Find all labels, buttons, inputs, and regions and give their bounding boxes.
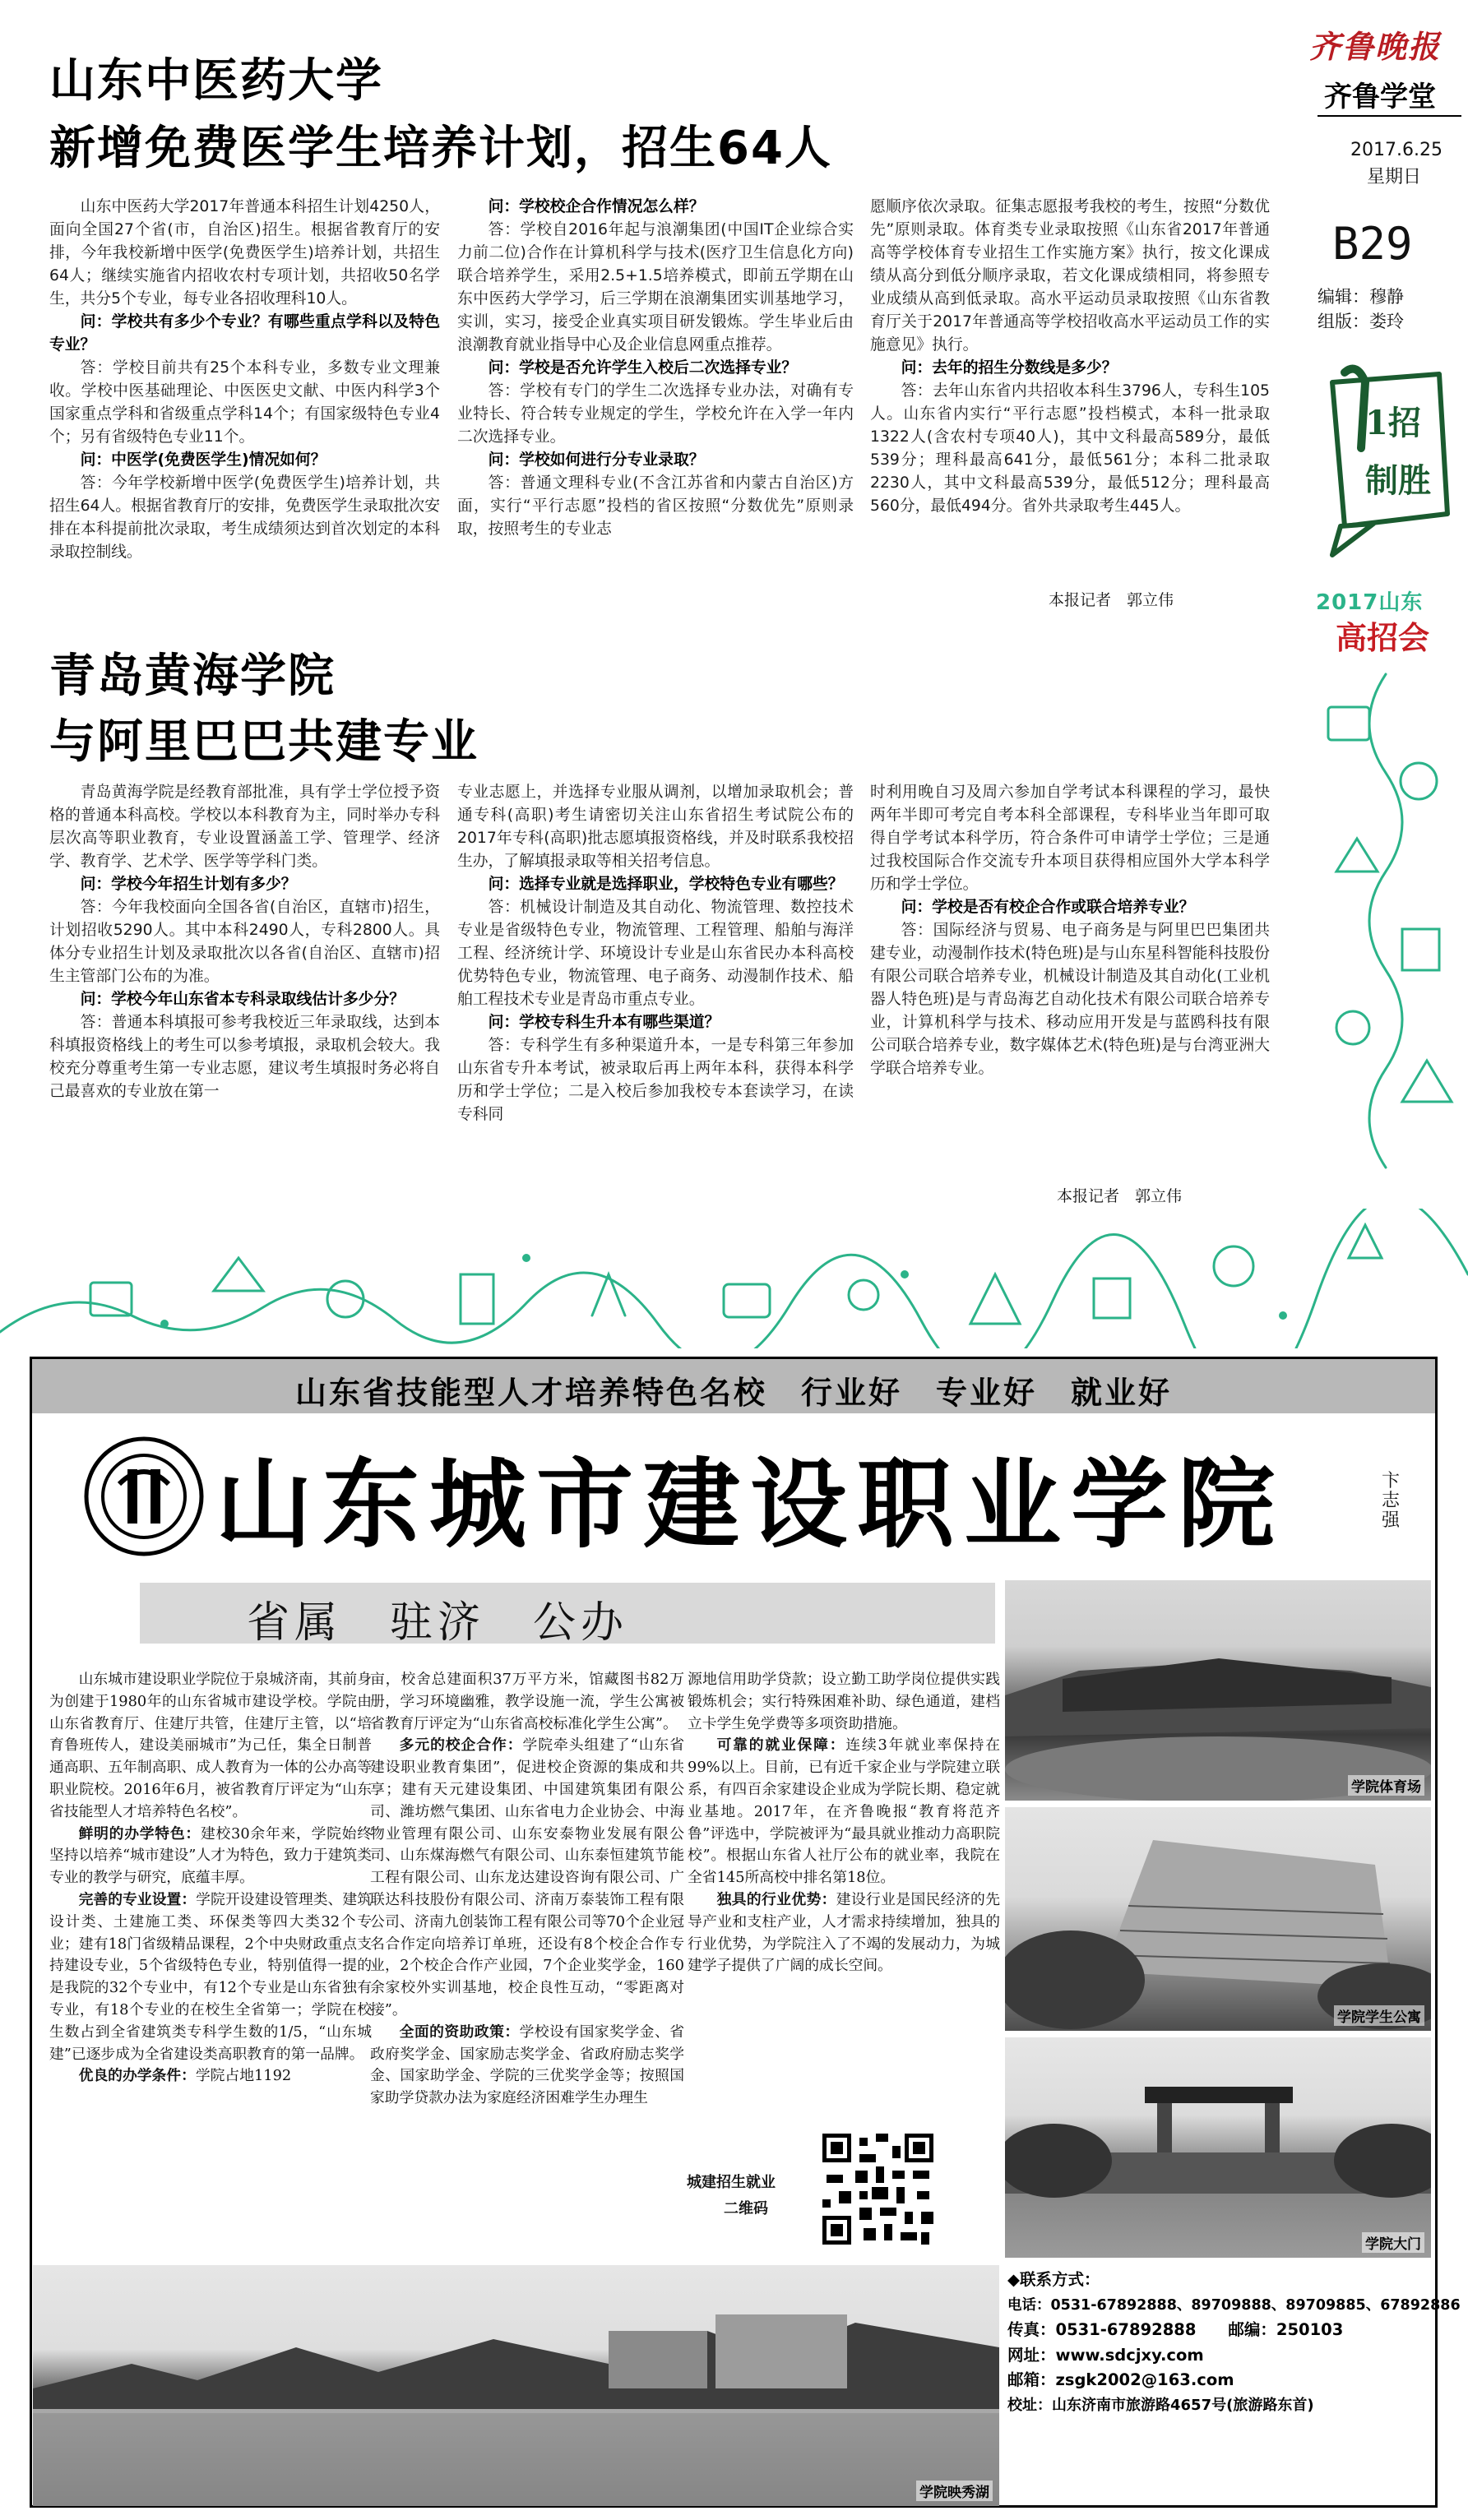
article2-title-line2: 与阿里巴巴共建专业 [49, 715, 479, 769]
ad-col2 [370, 1669, 684, 2110]
paragraph-text: 学院占地1192 [195, 2067, 292, 2085]
paragraph: 答：学校自2016年起与浪潮集团(中国IT企业综合实力前二位)合作在计算机科学与技术(医疗卫生信息化方向)联合培养学生，采用2.5+1.5培养模式，即前五学期在山东中医药大学学习，后三学期在浪潮集团实训基地学习，实训，实习，接受企业真实项目研发锻炼。学生毕业后由浪潮教育就业指导中心及企业信息网重点推荐。 [457, 221, 854, 354]
question: 问：中医学(免费医学生)情况如何？ [80, 451, 326, 469]
section-name: 齐鲁学堂 [1324, 81, 1436, 113]
paragraph-lead: 独具的行业优势： [716, 1890, 836, 1908]
editor: 编辑：穆静 [1317, 287, 1404, 307]
article2-col3 [870, 781, 1270, 1080]
paragraph [688, 1889, 1000, 1977]
article1-reporter: 本报记者 郭立伟 [1049, 591, 1174, 609]
contact-address: 校址：山东济南市旅游路4657号(旅游路东首) [1007, 2396, 1314, 2414]
article1-title-line1: 山东中医药大学 [49, 54, 383, 108]
qr-caption-line1: 城建招生就业 [687, 2174, 776, 2191]
paragraph [370, 1735, 684, 2021]
school-logo-icon [82, 1435, 206, 1558]
paragraph: 专业志愿上，并选择专业服从调剂，以增加录取机会；普通专科(高职)考生请密切关注山东省招生考试院公布的2017年专科(高职)批志愿填报资格线，并及时联系我校招生办，了解填报录取等相关招考信息。 [457, 784, 854, 870]
contact-block [1007, 2268, 1461, 2418]
paragraph: 答：普通文理科专业(不含江苏省和内蒙古自治区)方面，实行“平行志愿”投档的省区按照“分数优先”原则录取，按照考生的专业志 [457, 474, 854, 538]
paragraph: 答：学校目前共有25个本科专业，多数专业文理兼收。学校中医基础理论、中医医史文献、中医内科学3个国家重点学科和省级重点学科14个；有国家级特色专业4个；另有省级特色专业11个。 [49, 359, 440, 446]
paragraph-text: 学院牵头组建了“山东省建设职业教育集团”，促进校企资源的集成和共享；建有天元建设集团、中国建筑集团有限公司、潍坊燃气集团、山东省电力企业协会、中海物业管理有限公司、山东安泰物业发展有限公司、山东煤海燃气有限公司、山东泰恒建筑节能工程有限公司、山东龙达建设咨询有限公司、广联达科技股份有限公司、济南万泰装饰工程有限公司、济南九创装饰工程有限公司等70个企业冠名合作定向培养订单班，还设有8个校企合作专业，2个校企合作产业园，7个企业奖学金，160余家校外实训基地，校企良性互动，“零距离对接”。 [370, 1736, 684, 2018]
paper-name: 齐鲁晚报 [1309, 28, 1442, 65]
paragraph [49, 2065, 372, 2088]
paragraph: 答：机械设计制造及其自动化、物流管理、数控技术专业是省级特色专业，物流管理、工程管理、船舶与海洋工程、经济统计学、环境设计专业是山东省民办本科高校优势特色专业，物流管理、电子商务、动漫制作技术、船舶工程技术专业是青岛市重点专业。 [457, 899, 854, 1008]
tagline-band [140, 1583, 995, 1648]
question: 问：学校如何进行分专业录取？ [488, 451, 705, 469]
photo-dorm-caption: 学院学生公寓 [1334, 2005, 1424, 2026]
paragraph-text: 学院开设建设管理类、建筑设计类、土建施工类、环保类等四大类32个专业；建有18门省级精品课程，2个中央财政重点支持建设专业，5个省级特色专业，特别值得一提的是我院的32个专业中，有12个专业是山东省独有专业，有18个专业的在校生全省第一；学院在校生数占到全省建筑类专科学生数的1/5，“山东城建”已逐步成为全省建设类高职教育的第一品牌。 [49, 1890, 372, 2063]
paragraph-lead: 全面的资助政策： [399, 2023, 520, 2041]
page-number: B29 [1332, 218, 1413, 270]
layout-editor: 组版：娄玲 [1317, 312, 1404, 331]
paragraph: 山东城市建设职业学院位于泉城济南，其前身为创建于1980年的山东省城市建设学校。学院由山东省教育厅、住建厅共管，住建厅主管，以“培育鲁班传人，建设美丽城市”为己任，集全日制普通高职、五年制高职、成人教育为一体的公办高等职业院校。2016年6月，被省教育厅评定为“山东省技能型人才培养特色名校”。 [49, 1671, 372, 1820]
article2-title-line1: 青岛黄海学院 [49, 650, 336, 703]
photo-gate [1005, 2037, 1431, 2258]
paragraph: 答：去年山东省内共招收本科生3796人，专科生105人。山东省内实行“平行志愿”投档模式，本科一批录取1322人(含农村专项40人)，其中文科最高589分，最低539分；理科最高641分，最低561分；本科二批录取2230人，其中文科最高539分，最低512分；理科最高560分，最低494分。省外共录取考生445人。 [870, 382, 1270, 515]
badge-text: 1招制胜 [1365, 404, 1431, 500]
ad-col3 [688, 1669, 1000, 1977]
badge-event: 高招会 [1336, 620, 1430, 656]
gaokao-badge-icon [1316, 349, 1460, 563]
paragraph-text: 建校30余年来，学院始终坚持以培养“城市建设”人才为特色，致力于建筑类专业的教学与研究，底蕴丰厚。 [49, 1824, 372, 1887]
question: 问：学校共有多少个专业？有哪些重点学科以及特色专业？ [49, 313, 440, 354]
question: 问：学校是否有校企合作或联合培养专业？ [901, 899, 1195, 916]
article2-reporter: 本报记者 郭立伟 [1057, 1187, 1183, 1205]
paragraph-lead: 多元的校企合作： [399, 1736, 523, 1755]
issue-date: 2017.6.25 [1350, 140, 1443, 160]
question: 问：选择专业就是选择职业，学校特色专业有哪些？ [488, 876, 844, 893]
contact-phone: 电话：0531-67892888、89709888、89709885、67892886 [1007, 2296, 1461, 2314]
paragraph-lead: 可靠的就业保障： [716, 1736, 846, 1755]
question: 问：去年的招生分数线是多少？ [901, 359, 1118, 377]
photo-lake-caption: 学院映秀湖 [916, 2481, 993, 2501]
tagline: 省属 驻济 公办 [247, 1598, 629, 1648]
paragraph: 答：今年学校新增中医学(免费医学生)培养计划，共招生64人。根据省教育厅的安排，免费医学生录取批次安排在本科提前批次录取，考生成绩须达到首次划定的本科录取控制线。 [49, 474, 440, 561]
paragraph-text: 学校设有国家奖学金、省政府奖学金、国家励志奖学金、省政府励志奖学金、国家助学金、学院的三优奖学金等；按照国家助学贷款办法为家庭经济困难学生办理生 [370, 2023, 684, 2107]
paragraph: 源地信用助学贷款；设立勤工助学岗位提供实践锻炼机会；实行特殊困难补助、绿色通道，建档立卡学生免学费等多项资助措施。 [688, 1671, 1000, 1732]
paragraph: 答：国际经济与贸易、电子商务是与阿里巴巴集团共建专业，动漫制作技术(特色班)是与山东星科智能科技股份有限公司联合培养专业，机械设计制造及其自动化(工业机器人特色班)是与青岛海艺自动化技术有限公司联合培养专业，计算机科学与技术、移动应用开发是与蓝鸥科技有限公司联合培养专业，数字媒体艺术(特色班)是与台湾亚洲大学联合培养专业。 [870, 922, 1270, 1077]
article1-col2 [457, 196, 854, 541]
masthead-rule [1317, 115, 1461, 117]
paragraph-lead: 鲜明的办学特色： [78, 1824, 201, 1843]
qr-code[interactable] [818, 2129, 938, 2249]
paragraph: 亩，校舍总建面积37万平方米，馆藏图书82万册，学习环境幽雅，教学设施一流，学生公寓被省教育厅评定为“山东省高校标准化学生公寓”。 [370, 1671, 684, 1732]
paragraph-text: 连续3年就业率保持在99%以上。目前，已有近千家企业与学院建立联系，有四百余家建设企业成为学院长期、稳定就业基地。2017年，在齐鲁晚报“教育将范齐鲁”评选中，学院被评为“最具就业推动力高职院校”。根据山东省人社厅公布的就业率，我院在全省145所高校中排名第18位。 [688, 1736, 1000, 1887]
doodle-right-column [1312, 658, 1464, 1217]
question: 问：学校是否允许学生入校后二次选择专业？ [488, 359, 798, 377]
article1-col1 [49, 196, 440, 564]
badge-year: 2017山东 [1316, 590, 1424, 615]
doodle-border [0, 1209, 1468, 1348]
question: 问：学校今年招生计划有多少？ [80, 876, 297, 893]
photo-gate-caption: 学院大门 [1362, 2232, 1424, 2253]
paragraph [49, 1889, 372, 2065]
ad-slogan: 山东省技能型人才培养特色名校 行业好 专业好 就业好 [294, 1375, 1172, 1411]
paragraph: 答：专科学生有多种渠道升本，一是专科第三年参加山东省专升本考试，被录取后再上两年本科，获得本科学历和学士学位；二是入校后参加我校专本套读学习，在读专科同 [457, 1037, 854, 1123]
photo-dorm [1005, 1807, 1431, 2031]
paragraph: 山东中医药大学2017年普通本科招生计划4250人，面向全国27个省(市，自治区)招生。根据省教育厅的安排，今年我校新增中医学(免费医学生)培养计划，共招生64人；继续实施省内招收农村专项计划，共招收50名学生，共分5个专业，每专业各招收理科10人。 [49, 198, 440, 307]
question: 问：学校专科生升本有哪些渠道？ [488, 1014, 720, 1031]
school-name: 山东城市建设职业学院 [215, 1447, 1285, 1561]
paragraph: 答：学校有专门的学生二次选择专业办法，对确有专业特长、符合转专业规定的学生，学校允许在入学一年内二次选择专业。 [457, 382, 854, 446]
paragraph: 青岛黄海学院是经教育部批准，具有学士学位授予资格的普通本科高校。学校以本科教育为主，同时举办专科层次高等职业教育，专业设置涵盖工学、管理学、经济学、教育学、艺术学、医学等学科门类。 [49, 784, 440, 870]
contact-fax: 传真：0531-67892888 邮编：250103 [1007, 2320, 1344, 2339]
ad-col1 [49, 1669, 372, 2088]
paragraph: 愿顺序依次录取。征集志愿报考我校的考生，按照“分数优先”原则录取。体育类专业录取按照《山东省2017年普通高等学校体育专业招生工作实施方案》执行，按文化课成绩从高分到低分顺序录取，若文化课成绩相同，将参照专业成绩从高到低录取。高水平运动员录取按照《山东省教育厅关于2017年普通高等学校招收高水平运动员工作的实施意见》执行。 [870, 198, 1270, 354]
photo-gym [1005, 1580, 1431, 1801]
paragraph-text: 建设行业是国民经济的先导产业和支柱产业，人才需求持续增加，独具的行业优势，为学院注入了不竭的发展动力，为城建学子提供了广阔的成长空间。 [688, 1890, 1000, 1975]
article2-col2 [457, 781, 854, 1126]
qr-caption-line2: 二维码 [724, 2200, 768, 2217]
paragraph [49, 1824, 372, 1889]
calligrapher-signature: 卞志强 [1382, 1471, 1401, 1531]
article1-title-line2: 新增免费医学生培养计划，招生64人 [49, 122, 832, 175]
paragraph: 答：普通本科填报可参考我校近三年录取线，达到本科填报资格线上的考生可以参考填报，录取机会较大。我校充分尊重考生第一专业志愿，建议考生填报时务必将自己最喜欢的专业放在第一 [49, 1014, 440, 1100]
paragraph [370, 2022, 684, 2110]
paragraph-lead: 完善的专业设置： [78, 1890, 197, 1908]
masthead [1299, 0, 1468, 656]
paragraph: 时利用晚自习及周六参加自学考试本科课程的学习，最快两年半即可考完自考本科全部课程，专科毕业当年即可取得自学考试本科学历，符合条件可申请学士学位；三是通过我校国际合作交流专升本项目获得相应国外大学本科学历和学士学位。 [870, 784, 1270, 893]
photo-lake [33, 2265, 999, 2506]
paragraph-lead: 优良的办学条件： [78, 2067, 196, 2085]
contact-email[interactable]: 邮箱：zsgk2002@163.com [1007, 2370, 1234, 2389]
question: 问：学校校企合作情况怎么样？ [488, 198, 705, 215]
paragraph [688, 1735, 1000, 1889]
paragraph: 答：今年我校面向全国各省(自治区，直辖市)招生，计划招收5290人。其中本科2490人，专科2800人。具体分专业招生计划及录取批次以各省(自治区、直辖市)招生主管部门公布的为准。 [49, 899, 440, 985]
article2-col1 [49, 781, 440, 1103]
photo-gym-caption: 学院体育场 [1348, 1775, 1424, 1796]
question: 问：学校今年山东省本专科录取线估计多少分？ [80, 991, 405, 1008]
contact-web[interactable]: 网址：www.sdcjxy.com [1007, 2345, 1204, 2365]
ad-slogan-bar [32, 1359, 1435, 1413]
issue-weekday: 星期日 [1367, 167, 1422, 187]
article1-col3 [870, 196, 1270, 518]
contact-heading: ◆联系方式： [1007, 2270, 1100, 2289]
